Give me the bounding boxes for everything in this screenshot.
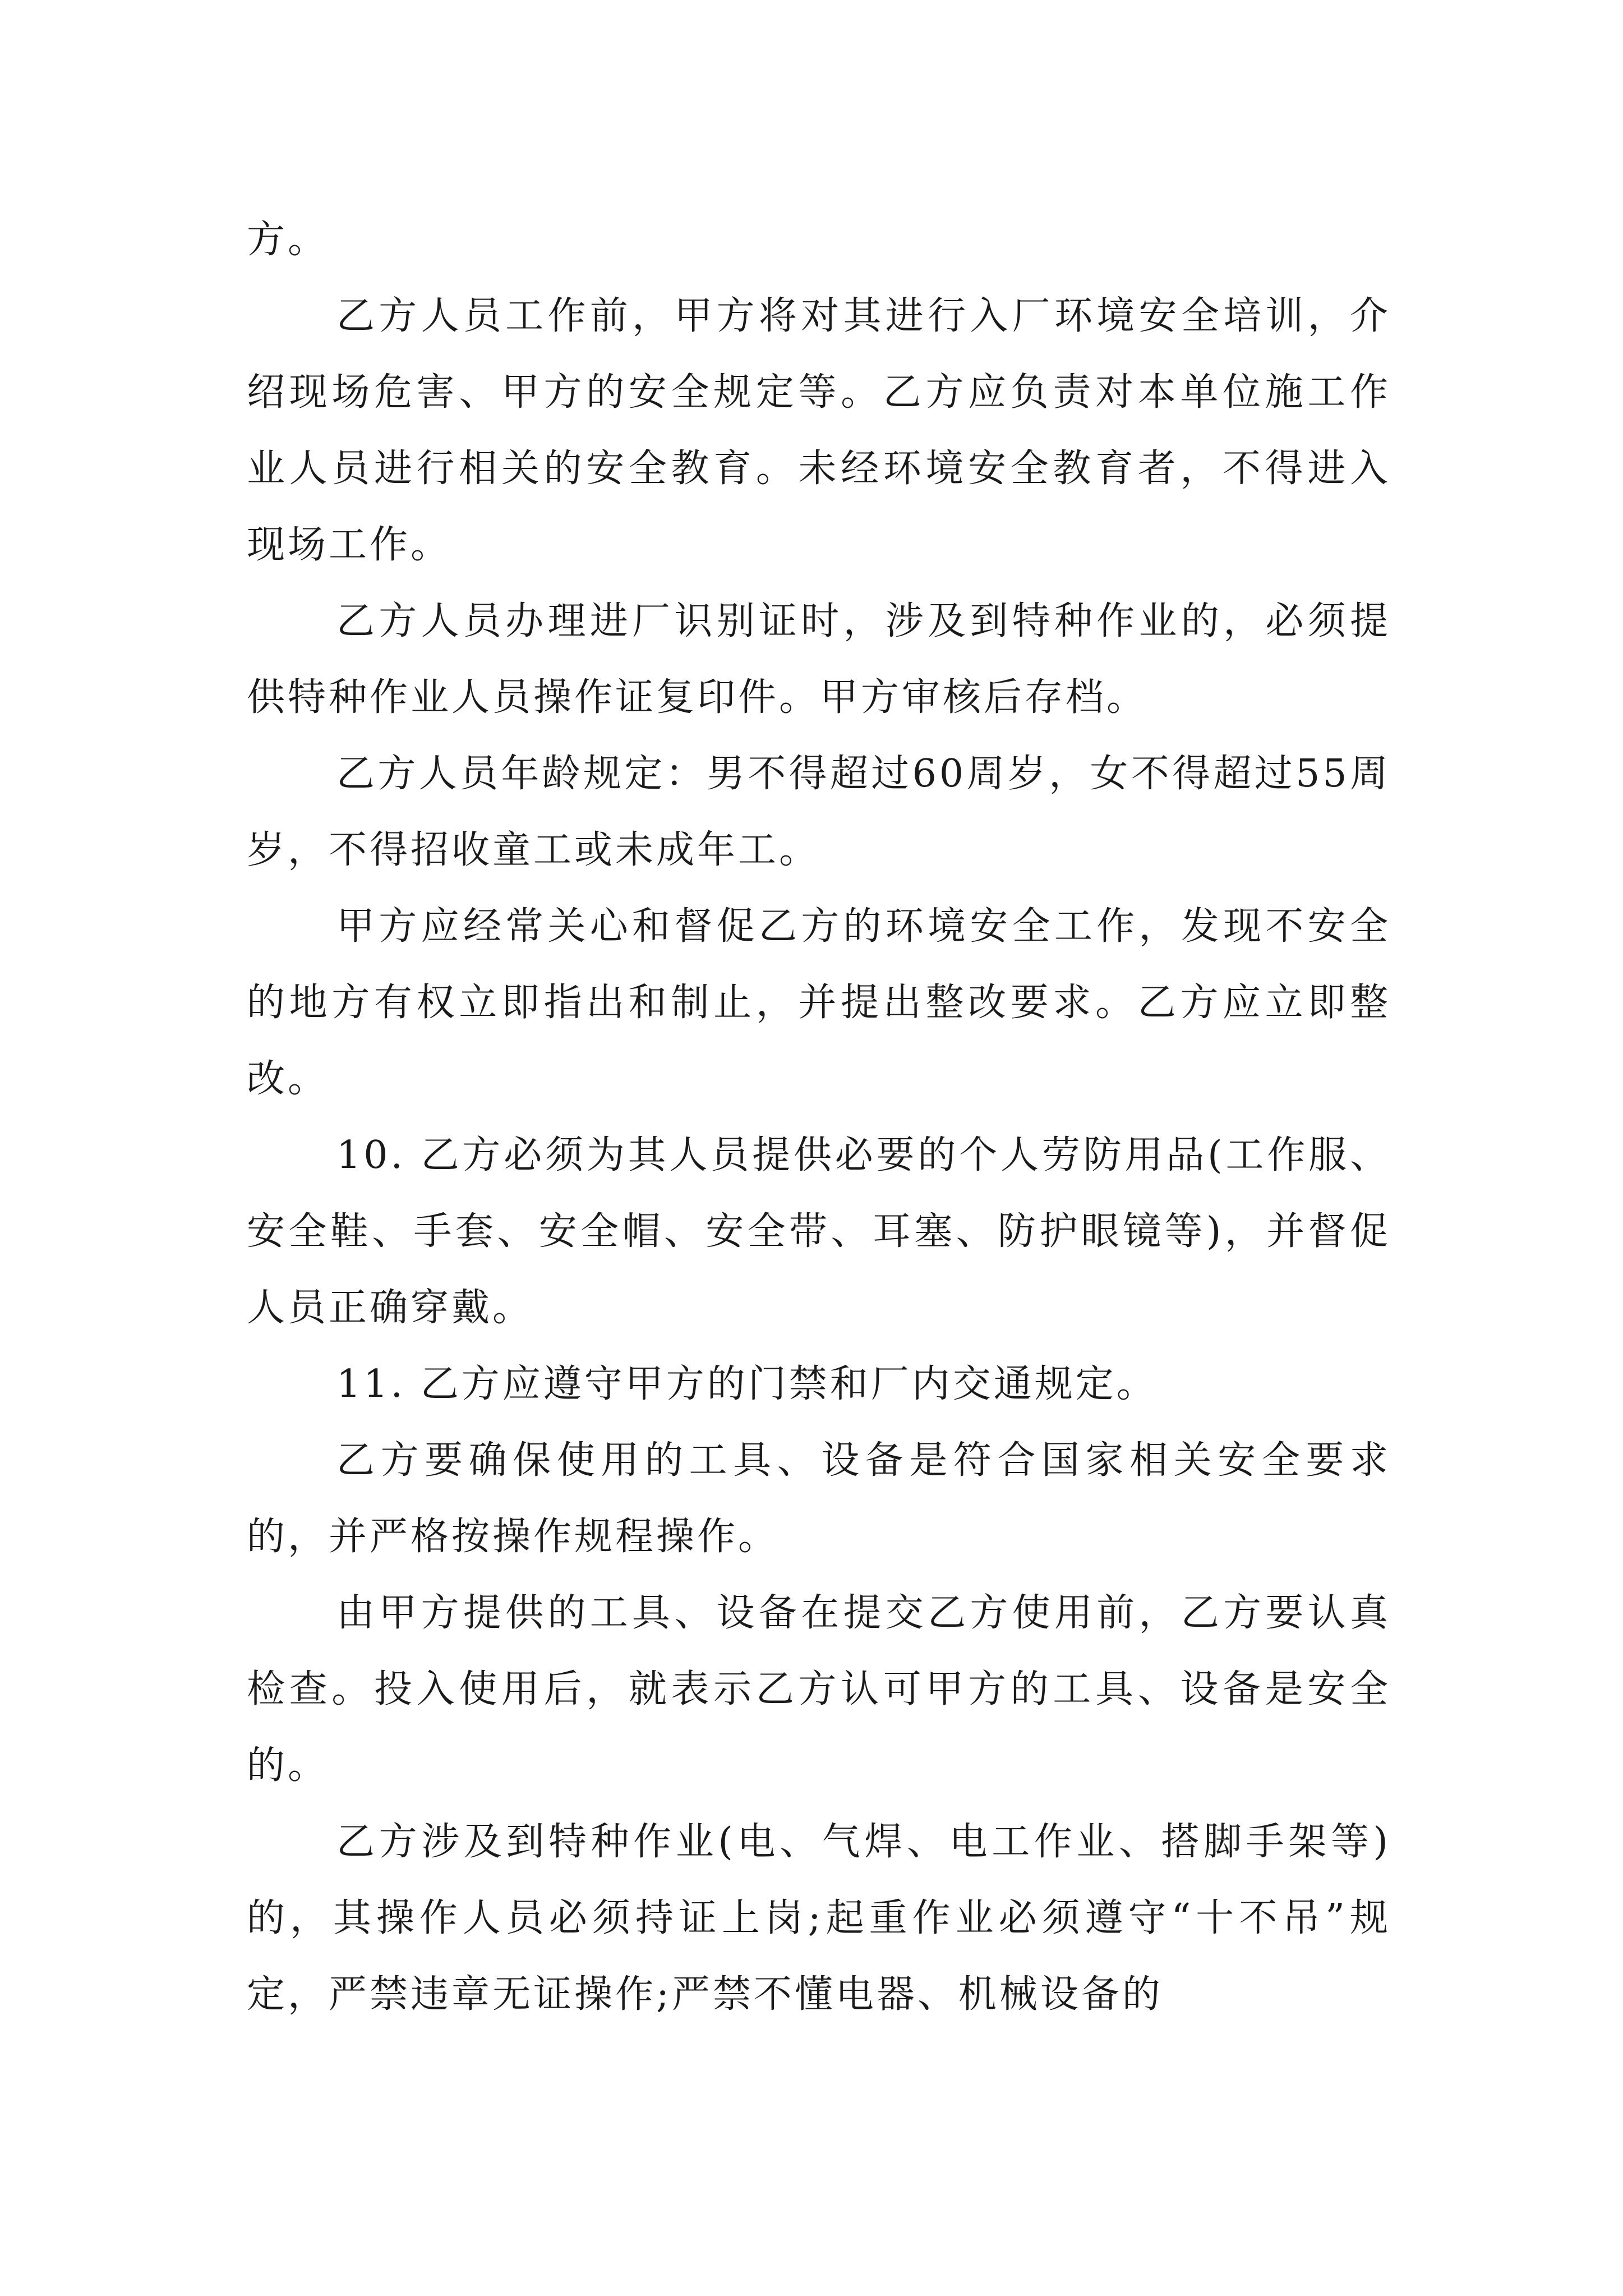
paragraph-8: 乙方要确保使用的工具、设备是符合国家相关安全要求的，并严格按操作规程操作。 <box>247 1438 1391 1559</box>
paragraph-10: 乙方涉及到特种作业(电、气焊、电工作业、搭脚手架等)的，其操作人员必须持证上岗;起重作业必须遵守“十不吊”规定，严禁违章无证操作;严禁不懂电器、机械设备的 <box>247 1820 1391 2017</box>
paragraph-6: 10. 乙方必须为其人员提供必要的个人劳防用品(工作服、安全鞋、手套、安全帽、安全带、耳塞、防护眼镜等)，并督促人员正确穿戴。 <box>247 1133 1391 1330</box>
paragraph-7: 11. 乙方应遵守甲方的门禁和厂内交通规定。 <box>336 1362 1158 1406</box>
paragraph-5: 甲方应经常关心和督促乙方的环境安全工作，发现不安全的地方有权立即指出和制止，并提出整改要求。乙方应立即整改。 <box>247 904 1391 1101</box>
paragraph-2: 乙方人员工作前，甲方将对其进行入厂环境安全培训，介绍现场危害、甲方的安全规定等。乙方应负责对本单位施工作业人员进行相关的安全教育。未经环境安全教育者，不得进入现场工作。 <box>247 294 1391 567</box>
paragraph-3: 乙方人员办理进厂识别证时，涉及到特种作业的，必须提供特种作业人员操作证复印件。甲方审核后存档。 <box>247 599 1391 720</box>
document-body <box>247 202 1391 2033</box>
paragraph-9: 由甲方提供的工具、设备在提交乙方使用前，乙方要认真检查。投入使用后，就表示乙方认可甲方的工具、设备是安全的。 <box>247 1591 1391 1788</box>
paragraph-4: 乙方人员年龄规定：男不得超过60周岁，女不得超过55周岁，不得招收童工或未成年工。 <box>247 752 1391 872</box>
paragraph-1: 方。 <box>247 218 329 262</box>
